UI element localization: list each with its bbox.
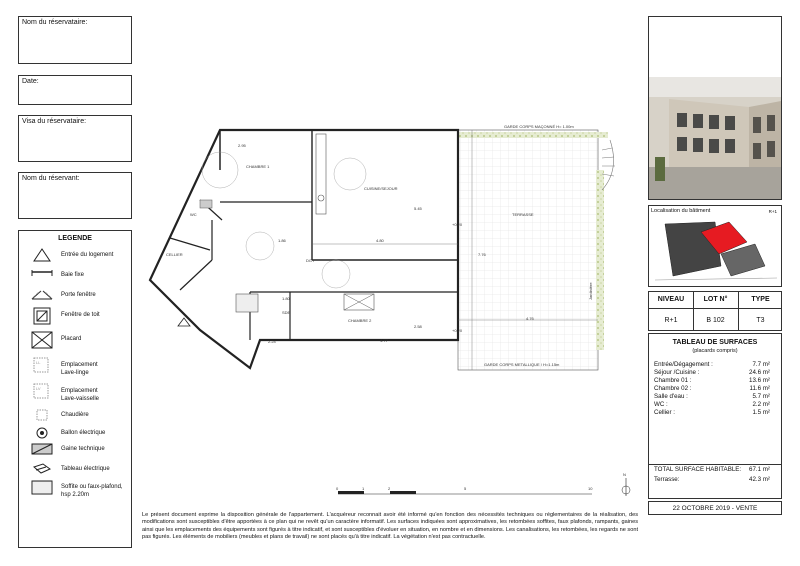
stair-tread	[602, 157, 614, 158]
boiler-icon	[31, 407, 53, 425]
legend-label: Gaine technique	[61, 446, 105, 452]
surface-value: 11.6 m²	[749, 385, 770, 392]
legend-label: Fenêtre de toit	[61, 312, 100, 318]
lot-header-number: LOT N°	[703, 296, 728, 303]
scale-label: 10	[588, 486, 593, 491]
planter-right	[596, 170, 604, 350]
surfaces-title: TABLEAU DE SURFACES	[672, 339, 758, 346]
building-photo	[648, 16, 782, 200]
stair-tread	[602, 148, 612, 150]
plan-note: Jardinière	[588, 282, 593, 300]
building-render-image	[649, 17, 781, 199]
reservant-name-field[interactable]	[18, 172, 132, 219]
legend-label: Ballon électrique	[61, 430, 106, 436]
legend-panel	[18, 230, 132, 548]
total-surface-value: 67.1 m²	[749, 466, 770, 473]
location-code: R+1	[768, 209, 777, 214]
surface-name: Séjour /Cuisine :	[654, 369, 700, 376]
legend-title: LEGENDE	[58, 235, 92, 242]
dimension: +0.20	[452, 222, 463, 227]
reservant-name-label: Nom du réservant:	[22, 175, 80, 182]
technical-duct-icon	[31, 441, 53, 459]
date-label: Date:	[22, 78, 39, 85]
washing-machine-icon	[31, 357, 53, 375]
legend-item	[19, 247, 131, 269]
terrace-label: Terrasse:	[654, 476, 680, 483]
site-plan-image	[655, 218, 777, 284]
room-label: CUISINE/SEJOUR	[364, 186, 398, 191]
surface-row	[654, 401, 776, 409]
location-map	[648, 205, 782, 287]
legend-label: Baie fixe	[61, 272, 85, 278]
fixed-bay-icon	[31, 267, 53, 285]
dimension: 5.45	[414, 206, 422, 211]
electric-panel-icon	[31, 461, 53, 479]
north-arrow-icon	[622, 478, 630, 496]
lot-number-value: B 102	[706, 317, 725, 324]
legend-label: Entrée du logement	[61, 252, 114, 258]
plan-note: GARDE CORPS MAÇONNÉ H= 1.00m	[504, 124, 574, 129]
legend-label: Tableau électrique	[61, 466, 110, 472]
false-ceiling-icon	[31, 479, 53, 497]
disclaimer-text: Le présent document exprime la disposition générale de l'appartement. L'acquéreur reconnait avoir été informé qu'en fonction des nécessités techniques ou réglementaires de la réalisation, des modifications sont susceptibles d'être apportées à ce plan qui ne revêt qu'un caractère informatif. Les surfaces indiquées sont approximatives, les retombées soffites, faux plafonds, rampants, gaines ainsi que les emplacements des équipements sont figurés à titre indicatif, et sont susceptibles d'évoluer en situation, en nombre et en dimensions. Les canalisations, les retombées, les regards ne sont pas figurés. Les éléments de mobiliers (meubles et plans de travail) ne sont placés qu'à titre indicatif. La végétation n'est pas contractuelle.	[142, 512, 638, 541]
dimension: 1.86	[278, 238, 286, 243]
surface-row	[654, 393, 776, 401]
terrace-value: 42.3 m²	[749, 476, 770, 483]
surface-value: 5.7 m²	[752, 393, 770, 400]
dimension: 4.80	[376, 238, 384, 243]
room-label: CELLIER	[166, 252, 183, 257]
scale-label: 1	[362, 486, 365, 491]
surface-name: Salle d'eau :	[654, 393, 688, 400]
dimension: 7.76	[478, 252, 486, 257]
surface-row	[654, 361, 776, 369]
room-label: DGT	[306, 258, 315, 263]
svg-text:LV: LV	[36, 386, 41, 391]
door-swing	[322, 260, 350, 288]
shower	[236, 294, 258, 312]
legend-label: Placard	[61, 336, 82, 342]
apartment-outline	[150, 130, 458, 368]
wall	[170, 238, 210, 250]
surface-row	[654, 377, 776, 385]
surface-value: 7.7 m²	[752, 361, 770, 368]
legend-label: Porte fenêtre	[61, 292, 96, 298]
lot-level-value: R+1	[664, 317, 678, 324]
technical-duct	[200, 200, 212, 208]
plan-note: GARDE CORPS METALLIQUE / H=1.15m	[484, 362, 560, 367]
surface-row	[654, 409, 776, 417]
legend-label: Emplacement Lave-linge	[61, 362, 98, 376]
surface-name: Chambre 02 :	[654, 385, 692, 392]
wall	[180, 260, 212, 290]
room-label: CHAMBRE 2	[348, 318, 372, 323]
lot-type-value: T3	[756, 317, 765, 324]
legend-item	[19, 383, 131, 405]
entry-triangle-icon	[31, 247, 53, 265]
legend-label: Emplacement Lave-vaisselle	[61, 388, 100, 402]
legend-item	[19, 357, 131, 379]
kitchen-counter	[316, 134, 326, 214]
footer-date: 22 OCTOBRE 2019 - VENTE	[672, 505, 758, 512]
surface-name: Chambre 01 :	[654, 377, 692, 384]
date-field[interactable]	[18, 75, 132, 105]
north-label: N	[623, 472, 626, 477]
location-label: Localisation du bâtiment	[651, 208, 711, 214]
terrace-area	[458, 130, 598, 370]
legend-item	[19, 441, 131, 463]
scale-label: 2	[388, 486, 391, 491]
surface-name: Cellier :	[654, 409, 675, 416]
visa-field[interactable]	[18, 115, 132, 162]
dimension: 2.95	[238, 143, 246, 148]
legend-item	[19, 331, 131, 353]
room-label: TERRASSE	[512, 212, 534, 217]
reservataire-name-label: Nom du réservataire:	[22, 19, 88, 26]
reservataire-name-field[interactable]	[18, 16, 132, 64]
svg-text:LL: LL	[36, 360, 41, 365]
surface-name: WC :	[654, 401, 668, 408]
dimension: 1.80	[282, 296, 290, 301]
legend-label: Soffite ou faux-plafond, hsp 2.20m	[61, 484, 123, 498]
dimension: +0.20	[452, 328, 463, 333]
planter-top	[458, 132, 608, 138]
surface-name: Entrée/Dégagement :	[654, 361, 713, 368]
legend-item	[19, 287, 131, 309]
room-label: WC	[190, 212, 197, 217]
legend-item	[19, 267, 131, 289]
dishwasher-icon	[31, 383, 53, 401]
door-swing	[246, 232, 274, 260]
dimension: 4.77	[380, 338, 388, 343]
total-surface-row	[654, 466, 776, 474]
door-swing	[334, 158, 366, 190]
total-surface-label: TOTAL SURFACE HABITABLE:	[654, 466, 742, 473]
floor-plan	[140, 110, 626, 491]
closet-icon	[31, 331, 53, 349]
surface-value: 24.6 m²	[749, 369, 770, 376]
kitchen-sink	[318, 195, 324, 201]
surface-value: 13.6 m²	[749, 377, 770, 384]
terrace-surface-row	[654, 476, 776, 484]
legend-item	[19, 307, 131, 329]
lot-header-type: TYPE	[751, 296, 770, 303]
french-window-icon	[31, 287, 53, 305]
footer-date-box	[648, 501, 782, 515]
surfaces-subtitle: (placards compris)	[692, 348, 738, 354]
dimension: 2.58	[414, 324, 422, 329]
legend-label: Chaudière	[61, 412, 89, 418]
lot-header-level: NIVEAU	[657, 296, 685, 303]
legend-item	[19, 479, 131, 501]
lot-table	[648, 291, 782, 331]
surface-row	[654, 369, 776, 377]
surface-value: 2.2 m²	[752, 401, 770, 408]
visa-label: Visa du réservataire:	[22, 118, 87, 125]
scale-label: 5	[464, 486, 467, 491]
surface-row	[654, 385, 776, 393]
room-label: SDE	[282, 310, 291, 315]
dimension: 4.76	[526, 316, 534, 321]
dimension: 2.24	[268, 339, 276, 344]
room-label: CHAMBRE 1	[246, 164, 270, 169]
scale-label: 0	[336, 486, 339, 491]
surface-value: 1.5 m²	[752, 409, 770, 416]
roof-window-icon	[31, 307, 53, 325]
scale-bar	[336, 486, 593, 494]
